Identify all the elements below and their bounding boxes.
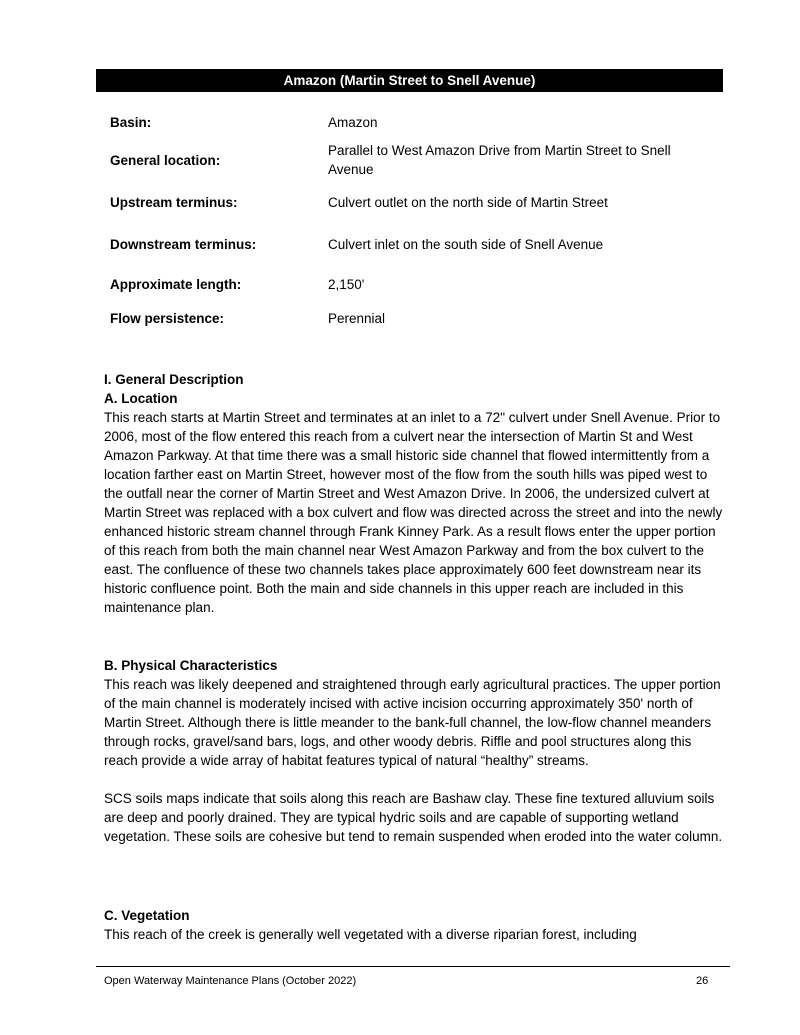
info-label: Basin: [110, 115, 152, 130]
section-physical-characteristics [104, 656, 724, 846]
paragraph-location: This reach starts at Martin Street and terminates at an inlet to a 72" culvert under Snell Avenue. Prior to 2006, most of the flow entered this reach from a culvert near the intersection of Martin St and West Amazon Parkway. At that time there was a small historic side channel that flowed intermittently from a location farther east on Martin Street, however most of the flow from the south hills was piped west to the outfall near the corner of Martin Street and West Amazon Drive. In 2006, the undersized culvert at Martin Street was replaced with a box culvert and flow was directed across the street and into the newly enhanced historic stream channel through Frank Kinney Park. As a result flows enter the upper portion of this reach from both the main channel near West Amazon Parkway and from the box culvert to the east. The confluence of these two channels takes place approximately 600 feet downstream near its historic confluence point. Both the main and side channels in this upper reach are included in this maintenance plan. [104, 410, 723, 615]
info-row-downstream [110, 235, 710, 254]
info-row-basin [110, 113, 710, 132]
info-label: Flow persistence: [110, 311, 225, 326]
info-label: Downstream terminus: [110, 237, 257, 252]
heading-vegetation: C. Vegetation [104, 908, 190, 923]
info-label: Approximate length: [110, 277, 242, 292]
info-value: Parallel to West Amazon Drive from Martin Street to Snell Avenue [328, 143, 671, 177]
footer-title: Open Waterway Maintenance Plans (October 2022) [104, 975, 357, 987]
section-general-description [104, 370, 724, 617]
paragraph-physical-2: SCS soils maps indicate that soils along this reach are Bashaw clay. These fine textured alluvium soils are deep and poorly drained. They are typical hydric soils and are capable of supporting wetland vegetation. These soils are cohesive but tend to remain suspended when eroded into the water column. [104, 791, 723, 844]
info-value: Amazon [328, 115, 378, 130]
info-value: Culvert outlet on the north side of Martin Street [328, 195, 608, 210]
section-title: Amazon (Martin Street to Snell Avenue) [96, 69, 723, 92]
info-value: 2,150' [328, 277, 365, 292]
info-value: Perennial [328, 311, 386, 326]
info-row-flow [110, 309, 710, 328]
info-row-location [110, 140, 710, 180]
info-label: Upstream terminus: [110, 195, 238, 210]
section-vegetation [104, 906, 724, 944]
heading-physical-characteristics: B. Physical Characteristics [104, 658, 278, 673]
info-row-length [110, 275, 710, 294]
info-value: Culvert inlet on the south side of Snell Avenue [328, 237, 604, 252]
page-number: 26 [696, 975, 709, 987]
info-row-upstream [110, 193, 710, 212]
paragraph-physical-1: This reach was likely deepened and straightened through early agricultural practices. The upper portion of the main channel is moderately incised with active incision occurring approximately 350' north of Martin Street. Although there is little meander to the bank-full channel, the low-flow channel meanders through rocks, gravel/sand bars, logs, and other woody debris. Riffle and pool structures along this reach provide a wide array of habitat features typical of natural “healthy” streams. [104, 677, 721, 768]
info-label: General location: [110, 152, 221, 168]
paragraph-vegetation: This reach of the creek is generally well vegetated with a diverse riparian forest, including [104, 927, 637, 942]
footer-divider [96, 966, 730, 967]
heading-location: A. Location [104, 391, 178, 406]
heading-general-description: I. General Description [104, 372, 244, 387]
